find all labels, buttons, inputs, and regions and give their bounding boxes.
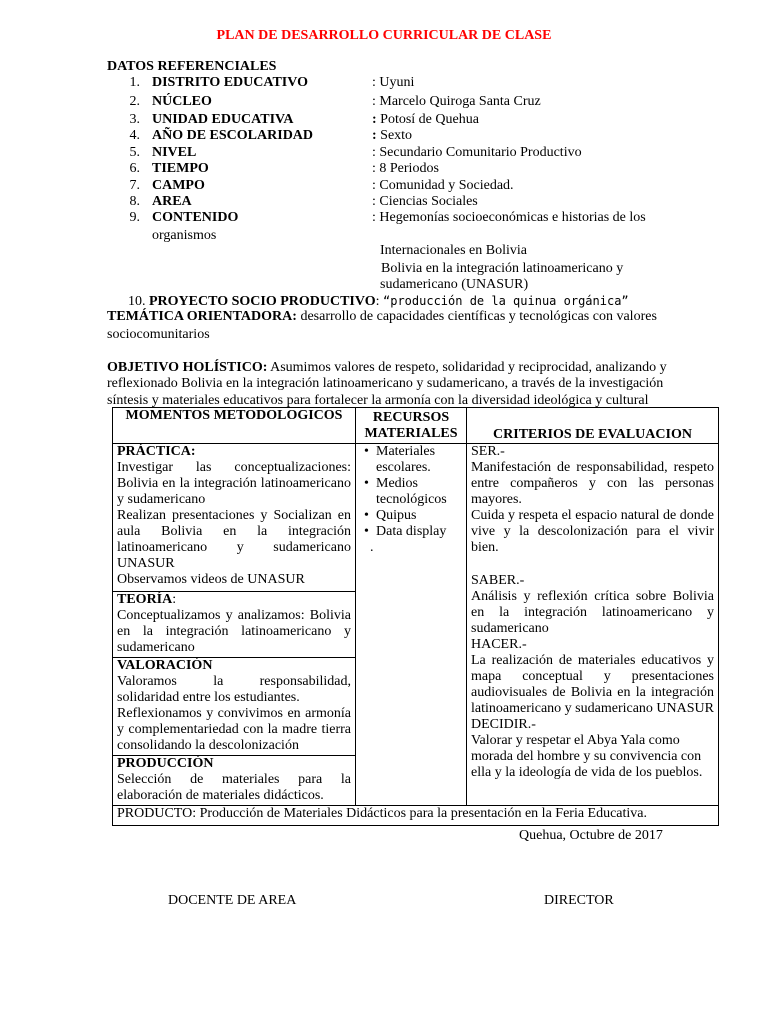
datos-value: Secundario Comunitario Productivo: [375, 145, 582, 160]
proyecto-label: PROYECTO SOCIO PRODUCTIVO: [149, 294, 376, 309]
datos-sep: :: [372, 210, 376, 225]
datos-sep: :: [372, 94, 376, 109]
datos-label: NÚCLEO: [152, 94, 212, 109]
practica-text: Realizan presentaciones y Socializan en aula Bolivia en la integración latinoamericano y sudamericano UNASUR: [117, 508, 351, 571]
datos-value: Marcelo Quiroga Santa Cruz: [375, 94, 541, 109]
header-recursos-line: MATERIALES: [364, 425, 458, 441]
datos-sep: :: [372, 75, 376, 90]
datos-sep: :: [372, 161, 376, 176]
header-recursos-line: RECURSOS: [372, 409, 450, 425]
datos-heading: DATOS REFERENCIALES: [107, 59, 277, 74]
document-title: PLAN DE DESARROLLO CURRICULAR DE CLASE: [216, 28, 552, 43]
proyecto-sep: :: [375, 294, 380, 309]
produccion-text: Selección de materiales para la elaboración de materiales didácticos.: [117, 772, 351, 803]
cell-valoracion: [113, 658, 356, 756]
table-row: [113, 444, 719, 592]
datos-num: 9.: [129, 210, 140, 225]
datos-num: 5.: [129, 145, 140, 160]
datos-value: Hegemonías socioeconómicas e historias de los: [375, 210, 646, 225]
tematica-value-cont: sociocomunitarios: [107, 327, 210, 342]
datos-value: Sexto: [376, 128, 413, 143]
teoria-text: Conceptualizamos y analizamos: Bolivia en la integración latinoamericano y sudamericano: [117, 608, 351, 655]
cell-produccion: [113, 756, 356, 806]
recurso-item: • Data display: [376, 524, 462, 540]
objetivo-label: OBJETIVO HOLÍSTICO:: [107, 360, 268, 375]
contenido-continuation: sudamericano (UNASUR): [380, 277, 529, 292]
planning-table: [112, 407, 719, 826]
criterio-saber-text: Análisis y reflexión crítica sobre Bolivia en la integración latinoamericano y sudamericano: [471, 589, 714, 636]
criterio-decidir-text: Valorar y respetar el Abya Yala como morada del hombre y su convivencia con ella y la ideología de vida de los pueblos.: [471, 733, 703, 780]
header-momentos: MOMENTOS METODOLOGICOS: [113, 408, 356, 444]
datos-num: 4.: [129, 128, 140, 143]
valoracion-text: Valoramos la responsabilidad, solidaridad entre los estudiantes.: [117, 674, 351, 705]
datos-num: 8.: [129, 194, 140, 209]
criterio-ser-text: Manifestación de responsabilidad, respeto entre compañeros y con las personas mayores.: [471, 460, 714, 507]
datos-sep: :: [372, 145, 376, 160]
cell-practica: [113, 444, 356, 592]
header-criterios: CRITERIOS DE EVALUACION: [467, 408, 719, 444]
header-recursos: [356, 408, 467, 444]
contenido-continuation: Internacionales en Bolivia: [380, 243, 527, 258]
datos-sep: :: [372, 128, 377, 143]
recurso-item: • Medios tecnológicos: [376, 476, 462, 508]
datos-sep: :: [372, 112, 377, 127]
datos-label: AÑO DE ESCOLARIDAD: [152, 128, 314, 143]
recursos-extra: .: [370, 540, 374, 555]
datos-sep: :: [372, 194, 376, 209]
datos-label: AREA: [152, 194, 192, 209]
table-row: [113, 806, 719, 826]
firma-director: DIRECTOR: [544, 893, 614, 908]
practica-heading: PRÁCTICA:: [117, 444, 196, 459]
datos-label: UNIDAD EDUCATIVA: [152, 112, 294, 127]
firma-docente: DOCENTE DE AREA: [168, 893, 297, 908]
datos-value: Ciencias Sociales: [375, 194, 478, 209]
cell-criterios: [467, 444, 719, 806]
objetivo-line: síntesis y materiales educativos para fortalecer la armonía con la diversidad ideológica y cultural: [107, 393, 649, 408]
table-header-row: [113, 408, 719, 444]
valoracion-heading: VALORACIÓN: [117, 658, 213, 673]
objetivo-line: reflexionado Bolivia en la integración latinoamericano y sudamericano, a través de la investigación: [107, 376, 664, 391]
produccion-heading: PRODUCCIÓN: [117, 756, 214, 771]
proyecto-socio-productivo: [128, 293, 629, 310]
datos-num: 1.: [129, 75, 140, 90]
proyecto-num: 10.: [128, 294, 146, 309]
objetivo-holistico: [107, 360, 667, 376]
contenido-continuation: Bolivia en la integración latinoamericano y: [381, 261, 624, 276]
cell-recursos: [356, 444, 467, 806]
criterio-ser-heading: SER.-: [471, 444, 505, 459]
cell-teoria: [113, 592, 356, 658]
datos-label: CONTENIDO: [152, 210, 239, 225]
datos-label: NIVEL: [152, 145, 197, 160]
datos-value: Uyuni: [375, 75, 415, 90]
datos-sep: :: [372, 178, 376, 193]
datos-num: 7.: [129, 178, 140, 193]
contenido-continuation: organismos: [152, 228, 217, 243]
criterio-decidir-heading: DECIDIR.-: [471, 717, 536, 732]
recurso-item: • Quipus: [376, 508, 462, 524]
recursos-list: [360, 444, 462, 540]
cell-producto: PRODUCTO: Producción de Materiales Didácticos para la presentación en la Feria Educativa.: [113, 806, 719, 826]
fecha-lugar: Quehua, Octubre de 2017: [519, 828, 663, 843]
tematica-value: desarrollo de capacidades científicas y tecnológicas con valores: [296, 309, 657, 324]
teoria-heading: TEORÍA: [117, 592, 173, 607]
datos-num: 3.: [129, 112, 140, 127]
datos-label: TIEMPO: [152, 161, 209, 176]
tematica-label: TEMÁTICA ORIENTADORA:: [107, 309, 297, 324]
proyecto-value: “producción de la quinua orgánica”: [383, 294, 629, 308]
datos-value: 8 Periodos: [375, 161, 439, 176]
recurso-item: • Materiales escolares.: [376, 444, 462, 476]
criterio-saber-heading: SABER.-: [471, 573, 525, 588]
teoria-colon: :: [172, 592, 177, 607]
datos-num: 6.: [129, 161, 140, 176]
criterio-hacer-heading: HACER.-: [471, 637, 527, 652]
criterio-ser-text: Cuida y respeta el espacio natural de donde vive y la descolonización para el vivir bien.: [471, 508, 714, 555]
datos-value: Potosí de Quehua: [376, 112, 479, 127]
datos-num: 2.: [129, 94, 140, 109]
objetivo-line: Asumimos valores de respeto, solidaridad y reciprocidad, analizando y: [267, 360, 667, 375]
datos-value: Comunidad y Sociedad.: [375, 178, 514, 193]
practica-text: Investigar las conceptualizaciones: Bolivia en la integración latinoamericano y sudamericano: [117, 460, 351, 507]
valoracion-text: Reflexionamos y convivimos en armonía y complementariedad con la madre tierra consolidando la descolonización: [117, 706, 351, 753]
tematica-orientadora: [107, 309, 657, 325]
datos-label: CAMPO: [152, 178, 205, 193]
criterio-hacer-text: La realización de materiales educativos y mapa conceptual y presentaciones audiovisuales de Bolivia en la integración latinoamericano y sudamericano UNASUR: [471, 653, 714, 716]
practica-text: Observamos videos de UNASUR: [117, 572, 305, 587]
datos-label: DISTRITO EDUCATIVO: [152, 75, 308, 90]
